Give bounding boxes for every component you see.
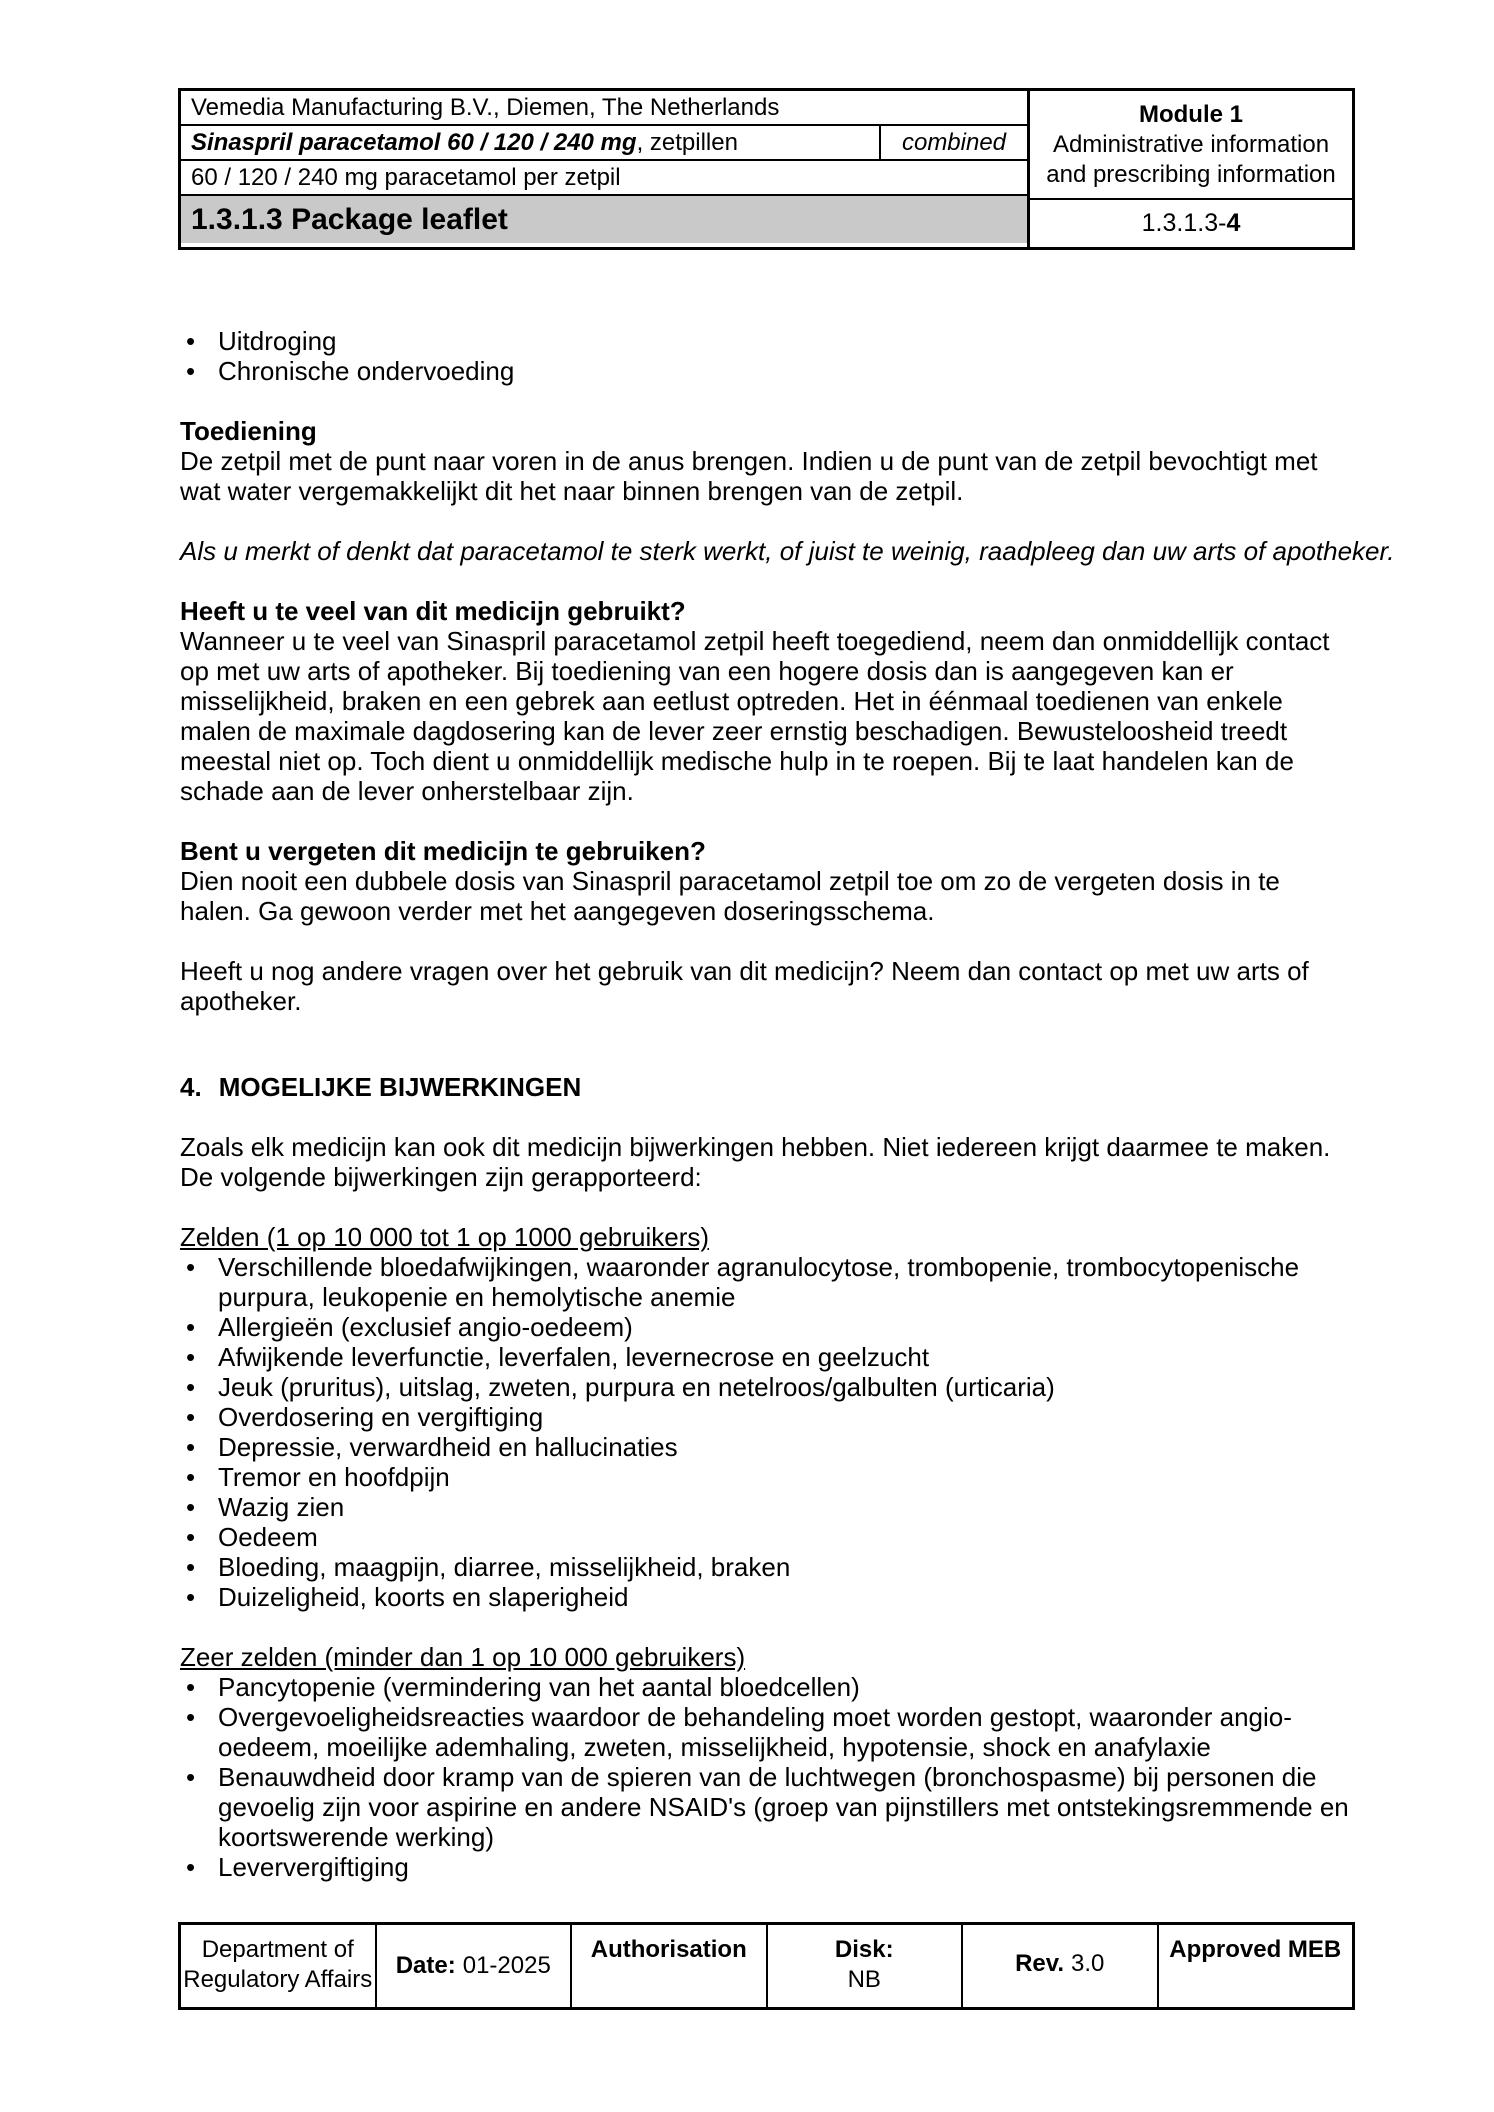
rev-label: Rev. [1015, 1950, 1065, 1977]
module-line2: and prescribing information [1046, 160, 1336, 188]
zelden-bullet: • Jeuk (pruritus), uitslag, zweten, purpura en netelroos/galbulten (urticaria) [180, 1372, 1357, 1402]
module-line1: Administrative information [1052, 130, 1330, 158]
section4-heading [180, 1072, 1357, 1102]
header-table [178, 88, 1355, 250]
footer-authorisation-cell [570, 1925, 766, 2007]
forgotten-heading: Bent u vergeten dit medicijn te gebruiken? [180, 836, 706, 866]
disk-label: Disk: [834, 1936, 894, 1963]
rev-value: 3.0 [1071, 1950, 1105, 1977]
overdose-heading: Heeft u te veel van dit medicijn gebruikt? [180, 596, 686, 626]
zelden-bullet: • Allergieën (exclusief angio-oedeem) [180, 1312, 1357, 1342]
zelden-bullet: • Bloeding, maagpijn, diarree, misselijkheid, braken [180, 1552, 1357, 1582]
overdose-paragraph: Wanneer u te veel van Sinaspril paracetamol zetpil heeft toegediend, neem dan onmiddellijk contact op met uw arts of apotheker. Bij toediening van een hogere dosis dan is aangegeven kan er misselijkheid, braken en een gebrek aan eetlust optreden. Het in éénmaal toedienen van enkele malen de maximale dagdosering kan de lever zeer ernstig beschadigen. Bewusteloosheid treedt meestal niet op. Toch dient u onmiddellijk medische hulp in te roepen. Bij te laat handelen kan de schade aan de lever onherstelbaar zijn. [180, 626, 1330, 806]
zelden-bullet: • Depressie, verwardheid en hallucinaties [180, 1432, 1357, 1462]
zelden-bullet-list [180, 1252, 1357, 1612]
date-value: 01-2025 [462, 1952, 551, 1979]
toediening-paragraph: De zetpil met de punt naar voren in de anus brengen. Indien u de punt van de zetpil bevochtigt met wat water vergemakkelijkt dit het naar binnen brengen van de zetpil. [180, 446, 1318, 506]
zelden-bullet: • Duizeligheid, koorts en slaperigheid [180, 1582, 1357, 1612]
zelden-bullet: • Verschillende bloedafwijkingen, waaronder agranulocytose, trombopenie, trombocytopenische purpura, leukopenie en hemolytische anemie [180, 1252, 1357, 1312]
product-line [181, 126, 879, 159]
section4-label: MOGELIJKE BIJWERKINGEN [218, 1072, 582, 1102]
zelden-bullet: • Tremor en hoofdpijn [180, 1462, 1357, 1492]
forgotten-paragraph: Dien nooit een dubbele dosis van Sinaspril paracetamol zetpil toe om zo de vergeten dosis in te halen. Ga gewoon verder met het aangegeven doseringsschema. [180, 866, 1280, 926]
intro-bullet-list [180, 326, 1357, 386]
disk-value: NB [847, 1966, 881, 1993]
product-row [181, 126, 1027, 161]
footer-rev-cell [961, 1925, 1157, 2007]
zeer-zelden-heading: Zeer zelden (minder dan 1 op 10 000 gebruikers) [180, 1642, 746, 1672]
section-code-prefix: 1.3.1.3- [1141, 209, 1227, 237]
combined-label: combined [879, 126, 1027, 159]
italic-note: Als u merkt of denkt dat paracetamol te sterk werkt, of juist te weinig, raadpleeg dan uw arts of apotheker. [180, 536, 1395, 566]
footer-approved-cell [1157, 1925, 1353, 2007]
zeer-zelden-bullet-list [180, 1672, 1357, 1882]
product-suffix: , zetpillen [636, 129, 738, 156]
zeer-zelden-bullet: • Overgevoeligheidsreacties waardoor de behandeling moet worden gestopt, waaronder angio-oedeem, moeilijke ademhaling, zweten, misselijkheid, hypotensie, shock en anafylaxie [180, 1702, 1357, 1762]
module-cell [1030, 91, 1352, 200]
questions-paragraph: Heeft u nog andere vragen over het gebruik van dit medicijn? Neem dan contact op met uw arts of apotheker. [180, 956, 1309, 1016]
section4-number: 4. [180, 1072, 202, 1102]
authorisation-label: Authorisation [590, 1936, 747, 1963]
body-content [180, 238, 1395, 1882]
module-title: Module 1 [1138, 100, 1243, 128]
zeer-zelden-bullet: • Pancytopenie (vermindering van het aantal bloedcellen) [180, 1672, 1357, 1702]
zelden-bullet: • Wazig zien [180, 1492, 1357, 1522]
section4-intro: Zoals elk medicijn kan ook dit medicijn bijwerkingen hebben. Niet iedereen krijgt daarmee te maken. De volgende bijwerkingen zijn gerapporteerd: [180, 1132, 1331, 1192]
zelden-bullet: • Afwijkende leverfunctie, leverfalen, levernecrose en geelzucht [180, 1342, 1357, 1372]
zelden-bullet: • Oedeem [180, 1522, 1357, 1552]
company-line: Vemedia Manufacturing B.V., Diemen, The Netherlands [181, 91, 1027, 126]
product-name: Sinaspril paracetamol 60 / 120 / 240 mg [191, 129, 637, 156]
department-line1: Department of [201, 1936, 354, 1963]
footer-table [178, 1922, 1355, 2010]
footer-date-cell [375, 1925, 571, 2007]
section-code-page: 4 [1226, 209, 1241, 237]
zelden-bullet: • Overdosering en vergiftiging [180, 1402, 1357, 1432]
header-right-block [1030, 91, 1352, 247]
header-left-block [181, 91, 1030, 247]
section-title-bar [181, 196, 1027, 243]
date-label: Date: [395, 1952, 456, 1979]
intro-bullet: • Uitdroging [180, 326, 1357, 356]
intro-bullet: • Chronische ondervoeding [180, 356, 1357, 386]
footer-department-cell [181, 1925, 375, 2007]
zeer-zelden-bullet: • Benauwdheid door kramp van de spieren van de luchtwegen (bronchospasme) bij personen die gevoelig zijn voor aspirine en andere NSAID's (groep van pijnstillers met ontstekingsremmende en koortswerende werking) [180, 1762, 1357, 1852]
strength-line: 60 / 120 / 240 mg paracetamol per zetpil [181, 161, 1027, 196]
approved-label: Approved MEB [1169, 1936, 1342, 1963]
footer-disk-cell [766, 1925, 962, 2007]
toediening-heading: Toediening [180, 416, 317, 446]
zelden-heading: Zelden (1 op 10 000 tot 1 op 1000 gebruikers) [180, 1222, 710, 1252]
section-title: 1.3.1.3 Package leaflet [191, 202, 508, 236]
department-line2: Regulatory Affairs [183, 1966, 373, 1993]
zeer-zelden-bullet: • Leververgiftiging [180, 1852, 1357, 1882]
